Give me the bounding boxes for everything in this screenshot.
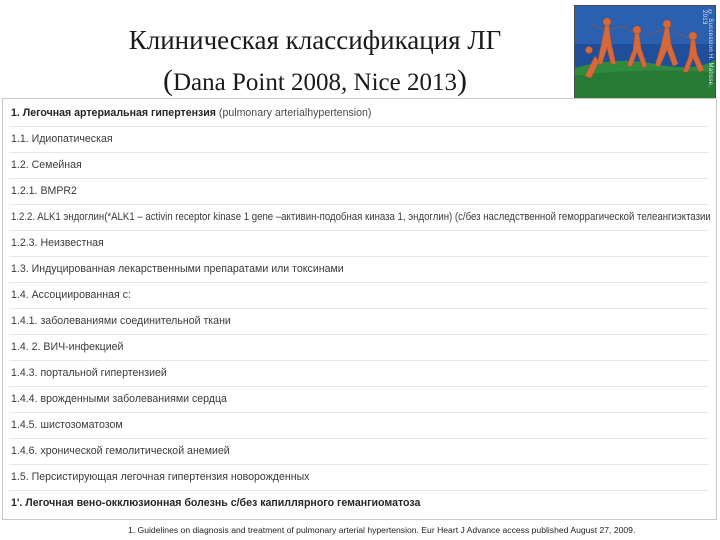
divider	[9, 464, 709, 465]
divider	[9, 438, 709, 439]
list-item: 1.4. 2. ВИЧ-инфекцией	[11, 341, 124, 353]
list-item: 1.2. Семейная	[11, 159, 82, 171]
divider	[9, 360, 709, 361]
divider	[9, 386, 709, 387]
list-item: 1.4. Ассоциированная с:	[11, 289, 131, 301]
divider	[9, 334, 709, 335]
painting-credit: © Succession H. Matisse, 2013	[701, 10, 713, 88]
title-sources: Dana Point 2008, Nice 2013	[173, 69, 457, 96]
list-item: 1'. Легочная вено-окклюзионная болезнь с/без капиллярного гемангиоматоза	[11, 497, 421, 509]
divider	[9, 230, 709, 231]
list-item	[11, 107, 371, 119]
classification-list	[2, 98, 717, 520]
list-item: 1.3. Индуцированная лекарственными препаратами или токсинами	[11, 263, 344, 275]
divider	[9, 126, 709, 127]
title-line-2	[0, 64, 630, 100]
title-line-1: Клиническая классификация ЛГ	[128, 25, 502, 55]
title-open-paren: (	[163, 64, 173, 97]
divider	[9, 282, 709, 283]
list-item: 1.4.6. хронической гемолитической анемией	[11, 445, 230, 457]
list-item: 1.4.4. врожденными заболеваниями сердца	[11, 393, 227, 405]
divider	[9, 256, 709, 257]
divider	[9, 152, 709, 153]
list-item: 1.2.3. Неизвестная	[11, 237, 104, 249]
list-item: 1.4.1. заболеваниями соединительной ткани	[11, 315, 231, 327]
divider	[9, 204, 709, 205]
divider	[9, 178, 709, 179]
slide-title	[0, 22, 630, 100]
dance-painting-image	[575, 6, 715, 102]
title-close-paren: )	[456, 64, 467, 97]
item-text: 1. Легочная артериальная гипертензия	[11, 107, 216, 119]
list-item: 1.4.5. шистозоматозом	[11, 419, 123, 431]
list-item: 1.2.1. BMPR2	[11, 185, 77, 197]
divider	[9, 490, 709, 491]
list-item: 1.1. Идиопатическая	[11, 133, 113, 145]
matisse-dance-painting	[574, 5, 716, 103]
divider	[9, 308, 709, 309]
footnote: 1. Guidelines on diagnosis and treatment of pulmonary arterial hypertension. Eur Heart J Advance access published August 27, 2009.	[128, 525, 636, 535]
divider	[9, 412, 709, 413]
list-item: 1.2.2. ALK1 эндоглин(*ALK1 – activin receptor kinase 1 gene –активин-подобная киназа 1, эндоглин) (с/без наследственной геморрагической телеангиэктазии	[11, 211, 711, 223]
list-item: 1.4.3. портальной гипертензией	[11, 367, 167, 379]
item-suffix: (pulmonary arterialhypertension)	[215, 107, 372, 119]
list-item: 1.5. Персистирующая легочная гипертензия новорожденных	[11, 471, 310, 483]
